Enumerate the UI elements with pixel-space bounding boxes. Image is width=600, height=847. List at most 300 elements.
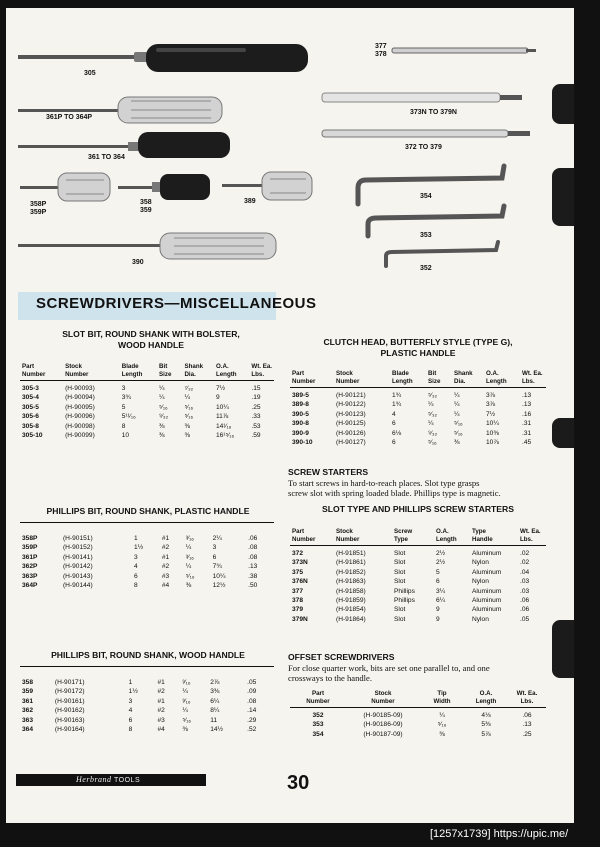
table-cell: 6¼ — [210, 697, 220, 705]
table-cell: (H-91851) — [336, 550, 366, 557]
screwdriver-390-illustration — [18, 233, 276, 259]
table-row — [20, 725, 274, 734]
part-number-cell: 359 — [22, 688, 34, 696]
part-number-cell: 390-5 — [292, 410, 309, 418]
col-weight: Wt. Ea. Lbs. — [249, 363, 274, 381]
col-stock-number: Stock Number — [346, 690, 420, 708]
table-row — [290, 708, 546, 721]
table-cell: #4 — [157, 726, 165, 734]
table-cell: 3⅞ — [486, 392, 496, 399]
part-number-cell: 361P — [22, 553, 38, 561]
table-header-row — [290, 370, 546, 388]
table-cell: ¼ — [185, 563, 192, 571]
part-number-cell: 362 — [22, 707, 34, 715]
table-rule — [20, 523, 274, 532]
table-cell: .50 — [248, 582, 258, 590]
table-row — [290, 577, 546, 586]
table-cell: (H-90161) — [54, 697, 85, 705]
table-cell: .13 — [522, 392, 532, 399]
part-number-cell: 389-5 — [292, 392, 309, 399]
table-cell: .06 — [522, 712, 532, 719]
table-cell: .08 — [248, 544, 258, 552]
table-cell: .31 — [522, 429, 532, 437]
part-number-cell: 363 — [22, 716, 34, 724]
table-cell: 6 — [392, 439, 396, 447]
table-cell: ¼ — [182, 707, 188, 715]
table-cell: (H-90143) — [62, 572, 93, 580]
table-cell: .31 — [522, 420, 532, 428]
page-number: 30 — [287, 772, 310, 794]
tool-label: 373N TO 379N — [410, 109, 457, 116]
col-bit-size: Bit Size — [426, 370, 452, 388]
table-cell: 4⅛ — [481, 712, 491, 719]
brand-name: Herbrand — [76, 775, 112, 784]
table-cell: ³⁄₁₆ — [182, 697, 191, 705]
table-row — [20, 687, 274, 696]
table-cell: .25 — [522, 730, 532, 738]
table-cell: 6 — [212, 553, 217, 561]
col-blade-length: Blade Length — [120, 363, 157, 381]
col-part-number: Part Number — [290, 690, 346, 708]
part-number-cell: 361 — [22, 697, 34, 705]
table-cell: 8¼ — [210, 707, 220, 715]
section-title-phillips-wood: PHILLIPS BIT, ROUND SHANK, WOOD HANDLE — [51, 650, 245, 660]
screwdriver-358-illustration — [118, 174, 210, 200]
table-cell: .33 — [251, 413, 261, 421]
phillips-wood-table — [20, 666, 274, 734]
tool-illustrations — [6, 8, 574, 288]
table-cell: ³⁄₁₆ — [185, 535, 194, 542]
part-number-cell: 358P — [22, 535, 38, 542]
table-cell: 6 — [392, 420, 396, 428]
table-cell: Aluminum — [472, 597, 502, 605]
part-number-cell: 353 — [312, 721, 324, 729]
col-oa-length: O.A. Length — [434, 528, 470, 546]
table-cell: 9 — [215, 394, 220, 402]
part-number-cell: 362P — [22, 563, 38, 571]
table-cell: ⅜ — [454, 439, 460, 447]
table-cell: ⅜ — [185, 582, 192, 590]
table-cell: ⁵⁄₁₆ — [454, 420, 463, 428]
table-cell: #1 — [161, 535, 170, 542]
table-cell: .03 — [520, 578, 530, 586]
tool-label: 305 — [84, 70, 96, 77]
col-weight: Wt. Ea. Lbs. — [508, 690, 546, 708]
table-cell: Slot — [394, 568, 406, 576]
tool-label — [140, 199, 152, 215]
table-row — [290, 400, 546, 409]
table-cell: Nylon — [472, 578, 489, 586]
table-row — [20, 706, 274, 715]
table-cell: .13 — [248, 563, 258, 571]
table-cell: 7¾ — [212, 563, 222, 571]
table-row — [290, 615, 546, 624]
tool-label: 372 TO 379 — [405, 144, 442, 151]
table-header-row — [290, 690, 546, 708]
col-shank-dia: Shank Dia. — [182, 363, 213, 381]
table-cell: (H-90141) — [62, 553, 93, 561]
tool-label-line: 377 — [375, 43, 387, 50]
table-cell: (H-91858) — [336, 587, 366, 595]
table-cell: .02 — [520, 559, 530, 567]
table-cell: ⁹⁄₃₂ — [428, 429, 438, 437]
table-cell: ¼ — [454, 401, 460, 409]
table-cell: (H-90142) — [62, 563, 93, 571]
table-cell: (H-90126) — [336, 429, 366, 437]
col-stock-number: Stock Number — [63, 363, 120, 381]
offset-description — [288, 663, 558, 683]
section-title-slot-bit — [36, 329, 266, 351]
part-number-cell: 378 — [292, 597, 304, 605]
table-row — [20, 581, 274, 590]
table-cell: 1 — [128, 679, 133, 686]
table-cell: #3 — [157, 716, 165, 724]
table-cell: .59 — [251, 432, 261, 440]
tool-label: 361P TO 364P — [46, 114, 93, 121]
watermark: [1257x1739] https://upic.me/ — [430, 828, 569, 840]
table-cell: 1½ — [134, 544, 144, 552]
table-cell: ³⁄₁₆ — [185, 553, 194, 561]
table-cell: ⁵⁄₁₆ — [437, 721, 447, 729]
col-weight: Wt. Ea. Lbs. — [518, 528, 546, 546]
table-cell: ¼ — [428, 420, 434, 428]
table-cell: .02 — [520, 550, 530, 557]
table-row — [20, 553, 274, 562]
table-cell: (H-90164) — [54, 726, 85, 734]
screwdriver-358p-illustration — [20, 173, 110, 201]
table-cell: 10¼ — [486, 420, 499, 428]
table-cell: ⁵⁄₁₆ — [454, 429, 463, 437]
part-number-cell: 364 — [22, 726, 34, 734]
table-cell: 8 — [134, 582, 138, 590]
col-weight: Wt. Ea. Lbs. — [520, 370, 546, 388]
screw-starters-description — [288, 478, 558, 498]
col-stock-number: Stock Number — [334, 528, 392, 546]
table-row — [20, 403, 274, 412]
col-shank-dia: Shank Dia. — [452, 370, 484, 388]
table-cell: .14 — [247, 707, 257, 715]
table-cell: ⁷⁄₃₂ — [184, 385, 194, 392]
part-number-cell: 379 — [292, 606, 304, 614]
table-cell: (H-91852) — [336, 568, 366, 576]
table-cell: .15 — [251, 385, 261, 392]
table-cell: ⁵⁄₁₆ — [428, 439, 437, 447]
tool-label — [30, 201, 46, 217]
table-cell: 6 — [128, 716, 133, 724]
table-cell: Slot — [394, 606, 406, 614]
table-cell: 2½ — [436, 559, 446, 567]
table-cell: (H-90094) — [65, 394, 95, 402]
table-cell: #2 — [157, 688, 165, 696]
part-number-cell: 390-10 — [292, 439, 313, 447]
screw-starter-377-illustration — [392, 48, 536, 53]
table-cell: 2⅞ — [210, 679, 220, 686]
table-cell: (H-91864) — [336, 615, 366, 623]
footer-brand — [76, 775, 140, 784]
table-cell: 5 — [436, 568, 440, 576]
table-cell: 11⅞ — [215, 413, 229, 421]
part-number-cell: 305-4 — [22, 394, 39, 402]
table-cell: 1¾ — [392, 392, 402, 399]
table-cell: (H-90099) — [65, 432, 95, 440]
table-cell: (H-91861) — [336, 559, 366, 567]
table-row — [20, 562, 274, 571]
screwdriver-389-illustration — [222, 172, 312, 200]
table-row — [290, 730, 546, 739]
section-title-screw-starters: SCREW STARTERS — [288, 467, 369, 477]
table-cell: .13 — [522, 721, 532, 729]
table-cell: (H-90121) — [336, 392, 366, 399]
table-cell: Nylon — [472, 559, 489, 567]
slot-bit-table — [20, 363, 274, 440]
screw-starter-372-illustration — [322, 130, 530, 137]
table-row — [290, 568, 546, 577]
table-cell: ⁵⁄₃₂ — [428, 392, 438, 399]
table-cell: Slot — [394, 559, 406, 567]
tool-label: 354 — [420, 193, 432, 200]
table-cell: #1 — [157, 679, 165, 686]
table-cell: .45 — [522, 439, 532, 447]
table-cell: 3 — [134, 553, 138, 561]
table-cell: 12½ — [212, 582, 226, 590]
table-cell: .52 — [247, 726, 257, 734]
table-cell: .04 — [520, 568, 530, 576]
table-cell: (H-90151) — [62, 535, 93, 542]
index-tab — [552, 418, 574, 448]
table-cell: 14¹⁄₁₆ — [215, 422, 232, 430]
table-row — [20, 531, 274, 543]
table-cell: Slot — [394, 615, 406, 623]
catalog-page — [6, 8, 574, 823]
part-number-cell: 354 — [312, 730, 324, 738]
table-cell: .29 — [247, 716, 257, 724]
table-row — [20, 381, 274, 394]
table-row — [290, 546, 546, 559]
table-cell: ¼ — [454, 410, 460, 418]
offset-table — [290, 690, 546, 739]
table-cell: 3 — [212, 544, 217, 552]
table-cell: #2 — [161, 563, 170, 571]
col-bit-size: Bit Size — [157, 363, 182, 381]
table-row — [290, 419, 546, 428]
table-cell: .08 — [248, 553, 258, 561]
section-title-phillips-plastic: PHILLIPS BIT, ROUND SHANK, PLASTIC HANDLE — [46, 506, 250, 516]
table-cell: 2½ — [436, 550, 446, 557]
table-cell: (H-90093) — [65, 385, 95, 392]
table-row — [20, 697, 274, 706]
table-cell: ¼ — [159, 394, 165, 402]
table-cell: .13 — [522, 401, 532, 409]
tool-label: 389 — [244, 198, 256, 205]
table-cell: ⅜ — [159, 422, 165, 430]
table-cell: 1 — [134, 535, 138, 542]
part-number-cell: 390-8 — [292, 420, 309, 428]
table-row — [20, 716, 274, 725]
table-cell: Phillips — [394, 587, 415, 595]
table-cell: 3⅜ — [210, 688, 220, 696]
table-cell: Aluminum — [472, 568, 502, 576]
table-cell: .38 — [248, 572, 258, 580]
tool-label: 353 — [420, 232, 432, 239]
table-cell: (H-90125) — [336, 420, 366, 428]
table-cell: (H-90172) — [54, 688, 85, 696]
table-cell: ¼ — [428, 401, 434, 409]
table-cell: Aluminum — [472, 606, 502, 614]
table-cell: (H-90095) — [65, 403, 95, 411]
table-cell: 4 — [392, 410, 396, 418]
table-cell: 3⅞ — [486, 401, 496, 409]
table-cell: 4 — [134, 563, 138, 571]
part-number-cell: 372 — [292, 550, 304, 557]
table-cell: .03 — [520, 587, 530, 595]
table-cell: 6¼ — [436, 597, 446, 605]
table-cell: 3¾ — [121, 394, 131, 402]
tool-label-line: 359 — [140, 207, 152, 214]
table-cell: .53 — [251, 422, 261, 430]
table-cell: (H-90152) — [62, 544, 93, 552]
table-cell: .16 — [522, 410, 532, 418]
table-cell: 6⅛ — [392, 429, 402, 437]
tool-label-line: 378 — [375, 51, 387, 58]
part-number-cell: 352 — [312, 712, 324, 719]
table-cell: Aluminum — [472, 587, 502, 595]
table-cell: (H-90127) — [336, 439, 366, 447]
table-cell: 3 — [128, 697, 133, 705]
table-row — [20, 422, 274, 431]
table-cell: (H-90162) — [54, 707, 85, 715]
table-row — [290, 605, 546, 614]
part-number-cell: 375 — [292, 568, 304, 576]
table-cell: .05 — [520, 615, 530, 623]
table-cell: ⁵⁄₃₂ — [428, 410, 438, 418]
table-cell: 11 — [210, 716, 218, 724]
table-cell: ⁵⁄₁₆ — [185, 572, 195, 580]
table-cell: ¼ — [185, 544, 192, 552]
table-cell: .06 — [520, 606, 530, 614]
col-part-number: Part Number — [290, 528, 334, 546]
part-number-cell: 358 — [22, 679, 34, 686]
table-cell: .25 — [251, 403, 261, 411]
table-row — [290, 558, 546, 567]
col-oa-length: O.A. Length — [464, 690, 508, 708]
section-title-line: WOOD HANDLE — [118, 340, 184, 350]
table-cell: 7½ — [215, 385, 226, 392]
table-cell: 14½ — [210, 726, 224, 734]
brand-suffix: TOOLS — [114, 777, 141, 784]
section-title-slot-phillips-starters: SLOT TYPE AND PHILLIPS SCREW STARTERS — [322, 504, 514, 514]
table-row — [290, 429, 546, 438]
table-cell: Slot — [394, 578, 406, 586]
part-number-cell: 364P — [22, 582, 38, 590]
table-cell: ⁵⁄₁₆ — [184, 403, 194, 411]
table-cell: 10 — [121, 432, 130, 440]
table-cell: 7½ — [486, 410, 496, 418]
table-row — [290, 438, 546, 447]
table-cell: 8 — [121, 422, 126, 430]
tool-label-line: 358P — [30, 201, 47, 208]
screw-starter-373n-illustration — [322, 93, 522, 102]
col-oa-length: O.A. Length — [214, 363, 249, 381]
table-cell: ⅜ — [439, 730, 445, 738]
table-cell: Aluminum — [472, 550, 502, 557]
table-row — [290, 720, 546, 729]
part-number-cell: 359P — [22, 544, 38, 552]
table-cell: 3 — [121, 385, 126, 392]
col-screw-type: Screw Type — [392, 528, 434, 546]
table-cell: ⁵⁄₁₆ — [159, 403, 168, 411]
clutch-table — [290, 370, 546, 447]
part-number-cell: 305-3 — [22, 385, 39, 392]
section-title-offset: OFFSET SCREWDRIVERS — [288, 652, 395, 662]
table-cell: 10¼ — [215, 403, 229, 411]
table-cell: 4 — [128, 707, 133, 715]
col-stock-number: Stock Number — [334, 370, 390, 388]
table-cell: Phillips — [394, 597, 415, 605]
table-cell: ¼ — [182, 688, 188, 696]
description-line: crossways to the handle. — [288, 673, 373, 683]
table-cell: (H-91859) — [336, 597, 366, 605]
table-cell: 6 — [134, 572, 138, 580]
part-number-cell: 305-5 — [22, 403, 39, 411]
table-row — [290, 587, 546, 596]
table-cell: ³⁄₁₆ — [182, 679, 191, 686]
description-line: To start screws in hard-to-reach places. Slot type grasps — [288, 478, 480, 488]
part-number-cell: 373N — [292, 559, 308, 567]
table-cell: 10¼ — [212, 572, 226, 580]
tool-label: 361 TO 364 — [88, 154, 125, 161]
page-title: SCREWDRIVERS—MISCELLANEOUS — [36, 295, 317, 312]
table-row — [20, 412, 274, 421]
table-cell: (H-90185-09) — [363, 712, 403, 719]
part-number-cell: 377 — [292, 587, 304, 595]
table-cell: ⅜ — [184, 432, 190, 440]
table-cell: #1 — [161, 553, 170, 561]
tool-label: 352 — [420, 265, 432, 272]
table-cell: .05 — [247, 679, 257, 686]
part-number-cell: 305-6 — [22, 413, 39, 421]
table-row — [20, 543, 274, 552]
part-number-cell: 305-10 — [22, 432, 43, 440]
table-rule — [20, 667, 274, 676]
table-cell: Nylon — [472, 615, 489, 623]
table-header-row — [20, 363, 274, 381]
section-title-line: SLOT BIT, ROUND SHANK WITH BOLSTER, — [62, 329, 240, 339]
table-cell: 10⅜ — [486, 429, 499, 437]
table-row — [290, 596, 546, 605]
table-cell: ⁹⁄₃₂ — [159, 413, 169, 421]
table-cell: 8 — [128, 726, 133, 734]
col-blade-length: Blade Length — [390, 370, 426, 388]
table-cell: 16¹⁵⁄₁₆ — [215, 432, 235, 440]
section-title-clutch — [290, 337, 546, 359]
col-oa-length: O.A. Length — [484, 370, 520, 388]
part-number-cell: 390-9 — [292, 429, 309, 437]
table-cell: #1 — [157, 697, 165, 705]
description-line: screw slot with spring loaded blade. Phillips type is magnetic. — [288, 488, 501, 498]
table-cell: #2 — [161, 544, 170, 552]
table-cell: (H-90187-09) — [363, 730, 403, 738]
table-cell: 9 — [436, 615, 440, 623]
table-row — [290, 410, 546, 419]
tool-label — [375, 43, 387, 59]
table-row — [20, 393, 274, 402]
col-tip-width: Tip Width — [420, 690, 464, 708]
table-cell: (H-90163) — [54, 716, 85, 724]
table-cell: ⁵⁄₁₆ — [184, 413, 194, 421]
table-cell: 1½ — [128, 688, 138, 696]
table-cell: .09 — [247, 688, 257, 696]
col-type-handle: Type Handle — [470, 528, 518, 546]
